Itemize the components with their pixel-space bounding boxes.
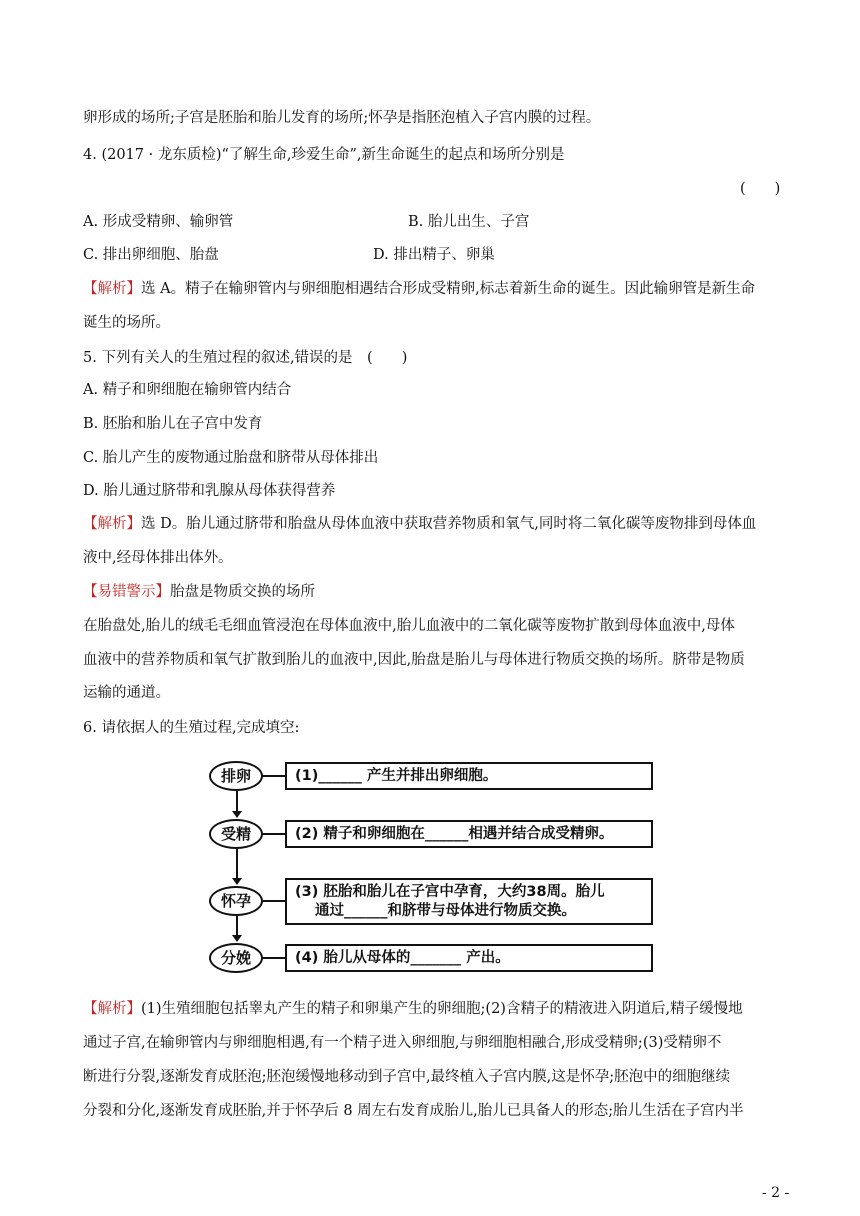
arrow-down-icon — [232, 935, 242, 942]
text-line: 卵形成的场所;子宫是胚胎和胎儿发育的场所;怀孕是指胚泡植入子宫内膜的过程。 — [83, 110, 601, 126]
q5-option-b: B. 胚胎和胎儿在子宫中发育 — [83, 416, 263, 432]
analysis-tag: 【解析】 — [83, 1001, 141, 1017]
analysis-text: 选 A。精子在输卵管内与卵细胞相遇结合形成受精卵,标志着新生命的诞生。因此输卵管是新生命 — [141, 281, 756, 297]
q5-option-c: C. 胎儿产生的废物通过胎盘和脐带从母体排出 — [83, 450, 379, 466]
q6-analysis — [83, 999, 783, 1019]
connector-line — [236, 791, 238, 812]
arrow-down-icon — [232, 811, 242, 818]
q4-option-c: C. 排出卵细胞、胎盘 — [83, 247, 219, 263]
q4-options-row-1 — [83, 212, 783, 232]
q4-option-d: D. 排出精子、卵巢 — [373, 247, 495, 263]
text-line: 血液中的营养物质和氧气扩散到胎儿的血液中,因此,胎盘是胎儿与母体进行物质交换的场所。脐带是物质 — [83, 652, 745, 668]
analysis-text: 选 D。胎儿通过脐带和胎盘从母体血液中获取营养物质和氧气,同时将二氧化碳等废物排到母体血 — [141, 516, 757, 532]
node-ovulation: 排卵 — [209, 761, 263, 791]
text-line: 分裂和分化,逐渐发育成胚胎,并于怀孕后 8 周左右发育成胎儿,胎儿已具备人的形态;胎儿生活在子宫内半 — [83, 1103, 744, 1119]
analysis-tag: 【解析】 — [83, 516, 141, 532]
analysis-tag: 【解析】 — [83, 281, 141, 297]
node-pregnancy: 怀孕 — [209, 886, 263, 916]
warning-heading — [83, 582, 783, 602]
question-6: 6. 请依据人的生殖过程,完成填空: — [83, 720, 300, 736]
q4-option-b: B. 胎儿出生、子宫 — [408, 214, 530, 230]
text-line: 通过子宫,在输卵管内与卵细胞相遇,有一个精子进入卵细胞,与卵细胞相融合,形成受精卵;(3)受精卵不 — [83, 1035, 722, 1051]
step-3-line-2: 通过______和脐带与母体进行物质交换。 — [315, 903, 576, 919]
step-box-3 — [285, 878, 653, 925]
connector-line — [236, 849, 238, 879]
q4-analysis — [83, 279, 783, 299]
warning-title: 胎盘是物质交换的场所 — [170, 584, 315, 600]
node-delivery: 分娩 — [209, 943, 263, 973]
text-line: 断进行分裂,逐渐发育成胚泡;胚泡缓慢地移动到子宫中,最终植入子宫内膜,这是怀孕;胚泡中的细胞继续 — [83, 1069, 731, 1085]
connector-line — [263, 775, 285, 777]
q4-option-a: A. 形成受精卵、输卵管 — [83, 214, 234, 230]
question-4: 4. (2017 · 龙东质检)“了解生命,珍爱生命”,新生命诞生的起点和场所分别是 — [83, 147, 565, 163]
q5-option-d: D. 胎儿通过脐带和乳腺从母体获得营养 — [83, 483, 336, 499]
step-3-line-1: (3) 胚胎和胎儿在子宫中孕育，大约38周。胎儿 — [295, 884, 605, 900]
step-box-1: (1)______ 产生并排出卵细胞。 — [285, 762, 653, 790]
q4-options-row-2 — [83, 245, 783, 265]
text-line: 液中,经母体排出体外。 — [83, 550, 233, 566]
question-5: 5. 下列有关人的生殖过程的叙述,错误的是 ( ) — [83, 350, 408, 366]
step-box-4: (4) 胎儿从母体的_______ 产出。 — [285, 944, 653, 972]
connector-line — [236, 916, 238, 936]
arrow-down-icon — [232, 878, 242, 885]
connector-line — [263, 833, 285, 835]
connector-line — [263, 900, 285, 902]
analysis-text: (1)生殖细胞包括睾丸产生的精子和卵巢产生的卵细胞;(2)含精子的精液进入阴道后,精子缓慢地 — [141, 1001, 743, 1017]
node-fertilization: 受精 — [209, 819, 263, 849]
step-box-2: (2) 精子和卵细胞在______相遇并结合成受精卵。 — [285, 820, 653, 848]
warning-tag: 【易错警示】 — [83, 584, 170, 600]
text-line: 诞生的场所。 — [83, 315, 170, 331]
connector-line — [263, 957, 285, 959]
page-number: - 2 - — [762, 1185, 790, 1201]
q5-option-a: A. 精子和卵细胞在输卵管内结合 — [83, 382, 292, 398]
answer-bracket: ( ) — [740, 181, 781, 197]
text-line: 在胎盘处,胎儿的绒毛毛细血管浸泡在母体血液中,胎儿血液中的二氧化碳等废物扩散到母体血液中,母体 — [83, 618, 735, 634]
q5-analysis — [83, 514, 783, 534]
text-line: 运输的通道。 — [83, 685, 170, 701]
